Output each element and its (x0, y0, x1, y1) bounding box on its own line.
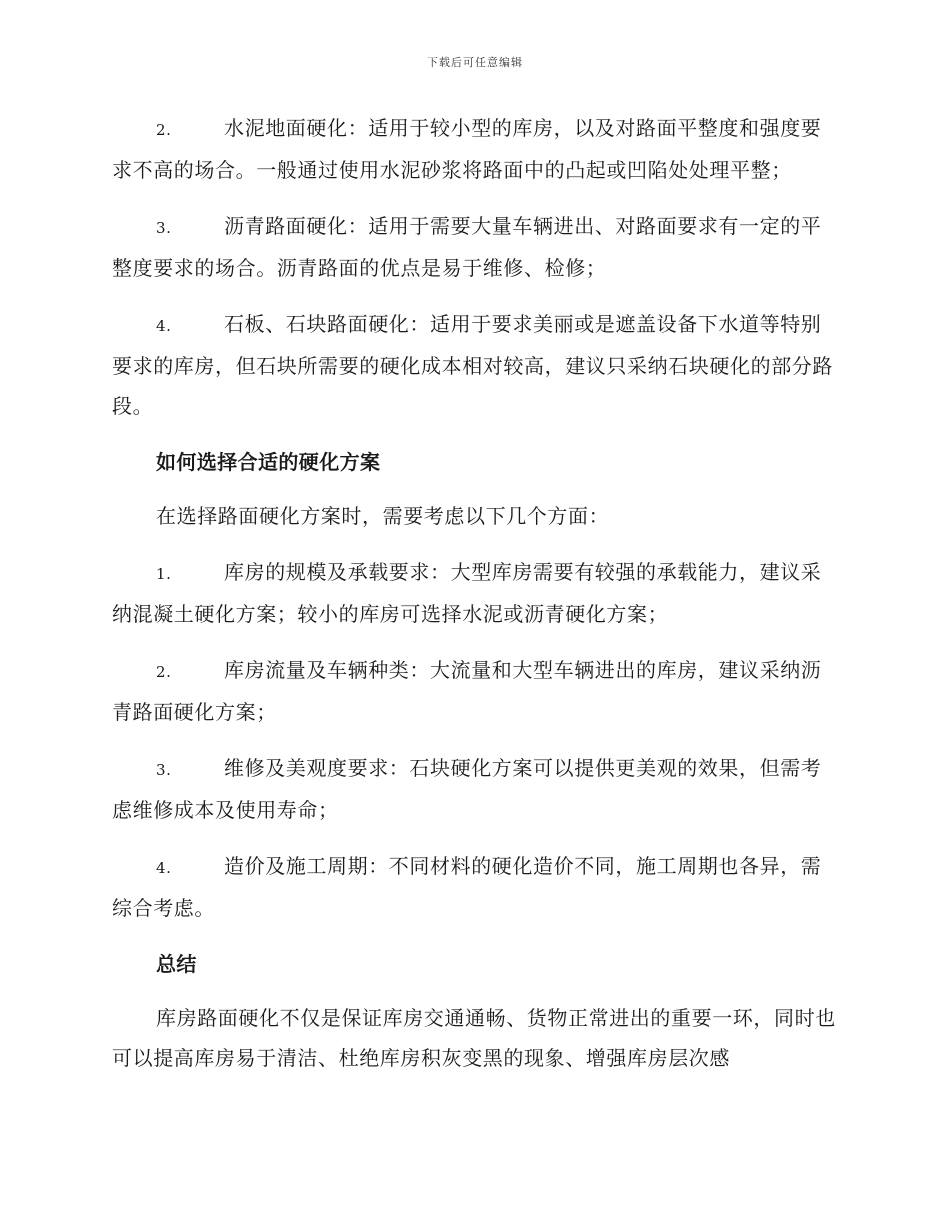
list-item (112, 206, 836, 288)
list-text: 库房流量及车辆种类：大流量和大型车辆进出的库房，建议采纳沥青路面硬化方案； (112, 658, 822, 724)
list-text: 库房的规模及承载要求：大型库房需要有较强的承载能力，建议采纳混凝土硬化方案；较小的库房可选择水泥或沥青硬化方案； (112, 560, 822, 626)
list-item (112, 552, 836, 634)
list-item (112, 748, 836, 830)
list-number: 2. (156, 121, 172, 139)
list-text: 沥青路面硬化：适用于需要大量车辆进出、对路面要求有一定的平整度要求的场合。沥青路面的优点是易于维修、检修； (112, 214, 822, 280)
page-header: 下载后可任意编辑 (427, 56, 523, 69)
list-item (112, 846, 836, 928)
list-item (112, 108, 836, 190)
list-text: 维修及美观度要求：石块硬化方案可以提供更美观的效果，但需考虑维修成本及使用寿命； (112, 756, 822, 822)
document-body (112, 108, 836, 1094)
list-item (112, 304, 836, 426)
section-heading: 如何选择合适的硬化方案 (156, 450, 381, 474)
list-number: 1. (156, 565, 172, 583)
summary-paragraph: 库房路面硬化不仅是保证库房交通通畅、货物正常进出的重要一环，同时也可以提高库房易于清洁、杜绝库房积灰变黑的现象、增强库房层次感 (112, 1006, 836, 1070)
list-item (112, 650, 836, 732)
list-text: 造价及施工周期：不同材料的硬化造价不同，施工周期也各异，需综合考虑。 (112, 854, 822, 920)
list-number: 2. (156, 663, 172, 681)
list-number: 4. (156, 859, 172, 877)
intro-paragraph: 在选择路面硬化方案时，需要考虑以下几个方面： (156, 504, 610, 528)
section-heading: 总结 (156, 952, 197, 976)
list-text: 水泥地面硬化：适用于较小型的库房，以及对路面平整度和强度要求不高的场合。一般通过使用水泥砂浆将路面中的凸起或凹陷处处理平整； (112, 116, 822, 182)
list-number: 4. (156, 317, 172, 335)
list-number: 3. (156, 761, 172, 779)
list-number: 3. (156, 219, 172, 237)
list-text: 石板、石块路面硬化：适用于要求美丽或是遮盖设备下水道等特别要求的库房，但石块所需要的硬化成本相对较高，建议只采纳石块硬化的部分路段。 (112, 312, 833, 418)
